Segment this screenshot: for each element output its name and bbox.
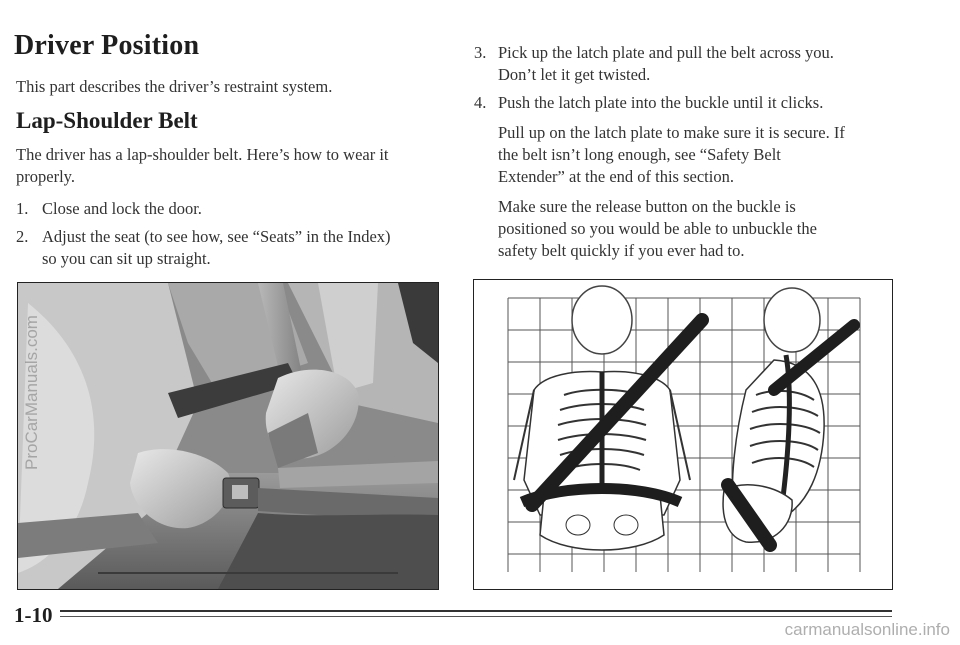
step-3-text-line-2: Don’t let it get twisted. [498, 65, 651, 84]
step-1-text: Close and lock the door. [42, 199, 202, 218]
step-3-number: 3. [474, 43, 487, 62]
step-4-number: 4. [474, 93, 487, 112]
step-2-text-line-2: so you can sit up straight. [42, 249, 211, 268]
watermark-carmanualsonline: carmanualsonline.info [784, 620, 950, 639]
step-2-number: 2. [16, 227, 29, 246]
section-heading: Lap-Shoulder Belt [16, 108, 198, 133]
skeleton-belt-diagram [473, 279, 893, 590]
buckling-illustration [18, 283, 438, 589]
footer-rule [60, 610, 892, 612]
release-note-line-1: Make sure the release button on the buckle is [498, 197, 796, 216]
buckling-photo [17, 282, 439, 590]
page-title: Driver Position [14, 30, 200, 61]
step-4-text: Push the latch plate into the buckle until it clicks. [498, 93, 824, 112]
release-note-line-2: positioned so you would be able to unbuckle the [498, 219, 817, 238]
secure-note-line-2: the belt isn’t long enough, see “Safety Belt [498, 145, 781, 164]
secure-note-line-1: Pull up on the latch plate to make sure it is secure. If [498, 123, 845, 142]
step-2-text-line-1: Adjust the seat (to see how, see “Seats” in the Index) [42, 227, 391, 246]
description-line-1: The driver has a lap-shoulder belt. Here’s how to wear it [16, 145, 389, 164]
step-3-text-line-1: Pick up the latch plate and pull the belt across you. [498, 43, 834, 62]
footer-rule-thin [60, 616, 892, 617]
description-line-2: properly. [16, 167, 75, 186]
watermark-procarmanuals: ProCarManuals.com [22, 315, 41, 470]
release-note-line-3: safety belt quickly if you ever had to. [498, 241, 745, 260]
secure-note-line-3: Extender” at the end of this section. [498, 167, 734, 186]
page-number: 1-10 [14, 603, 53, 627]
skeleton-illustration [474, 280, 892, 589]
intro-text: This part describes the driver’s restraint system. [16, 77, 333, 96]
step-1-number: 1. [16, 199, 29, 218]
